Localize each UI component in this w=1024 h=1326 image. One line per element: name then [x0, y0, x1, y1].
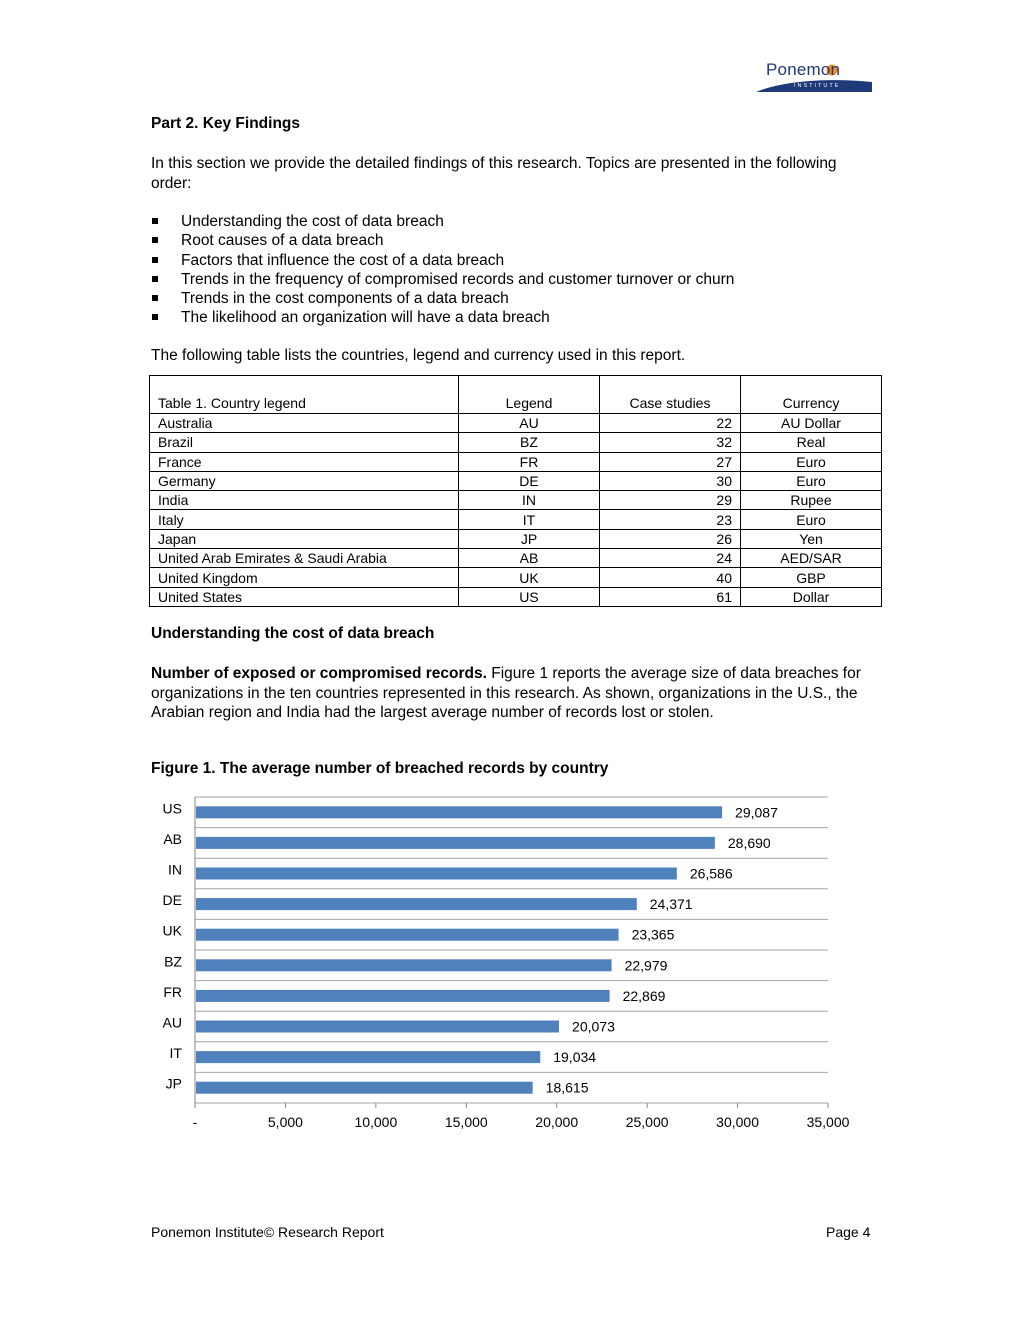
table-cell: 32 — [600, 433, 741, 452]
list-item — [151, 289, 734, 308]
table-cell: Japan — [150, 529, 459, 548]
category-label: IT — [169, 1045, 182, 1062]
list-item — [151, 270, 734, 289]
table-cell: Australia — [150, 414, 459, 433]
data-label: 28,690 — [727, 834, 771, 851]
footer-page-number: Page 4 — [826, 1224, 871, 1240]
table-row — [150, 414, 882, 433]
breached-records-chart — [150, 790, 860, 1140]
figure-title: Figure 1. The average number of breached records by country — [151, 760, 609, 777]
table-cell: Euro — [741, 452, 882, 471]
footer-report-name: Ponemon Institute© Research Report — [151, 1224, 384, 1240]
table-cell: Yen — [741, 529, 882, 548]
table-row — [150, 510, 882, 529]
data-label: 29,087 — [735, 804, 778, 821]
table-row — [150, 549, 882, 568]
table-row — [150, 568, 882, 587]
table-cell: Dollar — [741, 587, 882, 606]
category-label: BZ — [164, 953, 182, 970]
table-row — [150, 452, 882, 471]
ponemon-logo — [754, 58, 874, 94]
bar — [196, 868, 677, 880]
logo-subtitle: INSTITUTE — [794, 83, 841, 89]
table-cell: Euro — [741, 471, 882, 490]
data-label: 22,869 — [622, 987, 666, 1004]
table-cell: FR — [459, 452, 600, 471]
data-label: 20,073 — [572, 1018, 615, 1035]
bar — [196, 1021, 559, 1033]
topics-list — [151, 212, 734, 328]
data-label: 24,371 — [649, 896, 693, 913]
category-label: UK — [162, 922, 182, 939]
table-row — [150, 529, 882, 548]
list-item-text: Understanding the cost of data breach — [181, 213, 444, 230]
table-cell: Germany — [150, 471, 459, 490]
table-cell: United Kingdom — [150, 568, 459, 587]
table-cell: Rupee — [741, 491, 882, 510]
data-label: 18,615 — [545, 1079, 589, 1096]
table-intro: The following table lists the countries, legend and currency used in this report. — [151, 347, 686, 364]
x-tick-label: - — [192, 1114, 198, 1130]
table-row — [150, 491, 882, 510]
records-paragraph-lead: Number of exposed or compromised records. — [151, 665, 487, 682]
table-row — [150, 471, 882, 490]
table-cell: India — [150, 491, 459, 510]
category-label: AB — [163, 830, 182, 847]
bullet-icon — [152, 314, 158, 320]
table-cell: United States — [150, 587, 459, 606]
bullet-icon — [152, 295, 158, 301]
list-item-text: Trends in the cost components of a data breach — [181, 290, 509, 308]
table-cell: 40 — [600, 568, 741, 587]
data-label: 26,586 — [689, 865, 733, 882]
x-tick-label: 15,000 — [444, 1114, 488, 1130]
table-cell: US — [459, 587, 600, 606]
bar — [196, 898, 637, 910]
table-cell: 61 — [600, 587, 741, 606]
table-cell: BZ — [459, 433, 600, 452]
category-label: FR — [163, 983, 182, 1000]
category-label: AU — [162, 1014, 182, 1031]
table-cell: Italy — [150, 510, 459, 529]
bar — [196, 1051, 540, 1063]
table-cell: 24 — [600, 549, 741, 568]
list-item — [151, 251, 734, 270]
x-tick-label: 20,000 — [535, 1114, 579, 1130]
table-cell: 22 — [600, 414, 741, 433]
table-cell: 23 — [600, 510, 741, 529]
list-item — [151, 308, 734, 327]
records-paragraph — [151, 664, 881, 723]
table-cell: IT — [459, 510, 600, 529]
list-item-text: Factors that influence the cost of a data breach — [181, 251, 505, 269]
table-cell: 29 — [600, 491, 741, 510]
table-cell: Brazil — [150, 433, 459, 452]
table-cell: 30 — [600, 471, 741, 490]
list-item — [151, 231, 734, 250]
x-tick-label: 10,000 — [354, 1114, 398, 1130]
records-paragraph-body: Figure 1 reports the average size of data breaches for organizations in the ten countries represented in this research. As shown, organizations in the U.S., the Arabian region and India had the largest average number of records lost or stolen. — [151, 665, 861, 721]
table-cell: France — [150, 452, 459, 471]
x-tick-label: 30,000 — [716, 1114, 759, 1130]
bar — [196, 806, 722, 818]
table-cell: JP — [459, 529, 600, 548]
table-cell: DE — [459, 471, 600, 490]
bar — [196, 837, 715, 849]
x-tick-label: 35,000 — [806, 1114, 850, 1130]
bullet-icon — [152, 276, 158, 282]
list-item-text: Root causes of a data breach — [181, 232, 384, 250]
table-header-row — [150, 376, 882, 414]
bullet-icon — [152, 218, 158, 224]
data-label: 23,365 — [631, 926, 675, 943]
bar — [196, 990, 610, 1002]
data-label: 19,034 — [553, 1049, 597, 1066]
table-row — [150, 587, 882, 606]
table-cell: GBP — [741, 568, 882, 587]
table-header-cell: Case studies — [600, 376, 741, 414]
x-tick-label: 5,000 — [267, 1114, 303, 1130]
table-cell: AB — [459, 549, 600, 568]
logo-wordmark: Ponemon — [766, 60, 841, 79]
category-label: JP — [165, 1075, 182, 1092]
category-label: US — [162, 800, 182, 817]
table-cell: 26 — [600, 529, 741, 548]
part-title: Part 2. Key Findings — [151, 115, 301, 132]
table-cell: Real — [741, 433, 882, 452]
table-header-cell: Legend — [459, 376, 600, 414]
table-cell: AU — [459, 414, 600, 433]
table-cell: AU Dollar — [741, 414, 882, 433]
bar — [196, 1082, 533, 1094]
list-item-text: The likelihood an organization will have a data breach — [181, 309, 550, 327]
list-item-text: Trends in the frequency of compromised records and customer turnover or churn — [181, 270, 735, 288]
table-header-cell: Currency — [741, 376, 882, 414]
category-label: IN — [168, 861, 182, 878]
section-title: Understanding the cost of data breach — [151, 625, 435, 642]
table-cell: UK — [459, 568, 600, 587]
list-item — [151, 212, 734, 231]
table-cell: IN — [459, 491, 600, 510]
table-cell: AED/SAR — [741, 549, 882, 568]
table-row — [150, 433, 882, 452]
bar — [196, 959, 612, 971]
bar — [196, 929, 619, 941]
table-cell: Euro — [741, 510, 882, 529]
bullet-icon — [152, 237, 158, 243]
country-legend-table — [149, 375, 882, 607]
intro-paragraph: In this section we provide the detailed findings of this research. Topics are presented in the following order: — [151, 155, 837, 192]
data-label: 22,979 — [624, 957, 668, 974]
x-tick-label: 25,000 — [625, 1114, 669, 1130]
category-label: DE — [162, 892, 182, 909]
table-cell: 27 — [600, 452, 741, 471]
bullet-icon — [152, 257, 158, 263]
table-header-cell: Table 1. Country legend — [150, 376, 459, 414]
table-cell: United Arab Emirates & Saudi Arabia — [150, 549, 459, 568]
